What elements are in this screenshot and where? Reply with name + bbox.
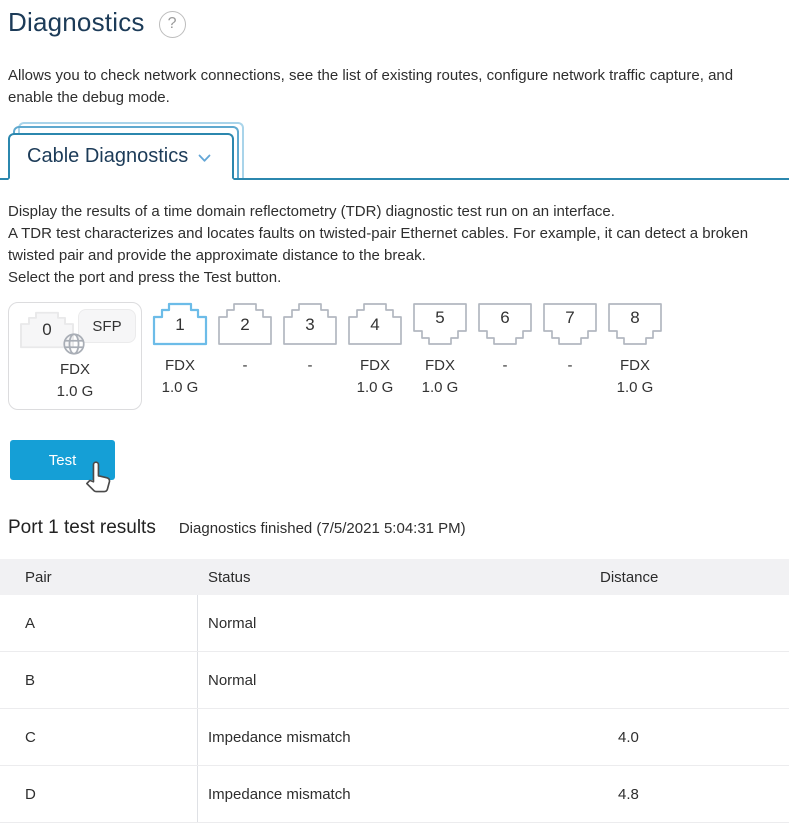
- cell-status: Normal: [208, 671, 257, 689]
- port-speed: 1.0 G: [616, 379, 654, 396]
- port-status: FDX: [425, 357, 455, 374]
- table-row: [0, 709, 789, 766]
- rj45-port-icon: [607, 302, 663, 346]
- port-speed: 1.0 G: [356, 379, 394, 396]
- port-status: FDX: [60, 361, 90, 378]
- port-status-label: [542, 355, 598, 377]
- port-item-7[interactable]: [542, 302, 598, 377]
- port-number: 0: [42, 320, 52, 339]
- port-speed: 1.0 G: [421, 379, 459, 396]
- port-status-label: [9, 359, 141, 403]
- tdr-description: [8, 201, 781, 289]
- cell-status: Impedance mismatch: [208, 728, 351, 746]
- port-item-6[interactable]: [477, 302, 533, 377]
- port-status: FDX: [620, 357, 650, 374]
- cell-distance: 4.8: [618, 785, 639, 803]
- test-button-row: [10, 440, 789, 480]
- column-header-pair: Pair: [25, 568, 52, 586]
- table-row: [0, 595, 789, 652]
- sfp-label: SFP: [92, 317, 122, 335]
- help-icon[interactable]: ?: [159, 11, 186, 38]
- cell-pair: B: [0, 652, 198, 708]
- port-number: 2: [240, 315, 250, 334]
- rj45-port-icon: [412, 302, 468, 346]
- results-status-text: Diagnostics finished (7/5/2021 5:04:31 PM): [178, 520, 466, 537]
- cell-status: Normal: [208, 614, 257, 632]
- port-number: 3: [305, 315, 315, 334]
- port-item-combo-0[interactable]: [8, 302, 142, 410]
- tdr-line-3: Select the port and press the Test button.: [8, 269, 282, 286]
- tab-cable-diagnostics[interactable]: [8, 133, 234, 180]
- test-button[interactable]: Test: [10, 440, 115, 480]
- port-item-1[interactable]: [152, 302, 208, 399]
- port-item-2[interactable]: [217, 302, 273, 377]
- port-status: -: [567, 357, 573, 374]
- port-item-4[interactable]: [347, 302, 403, 399]
- port-item-5[interactable]: [412, 302, 468, 399]
- port-speed: 1.0 G: [161, 379, 199, 396]
- port-number: 6: [500, 308, 510, 327]
- port-status: -: [307, 357, 313, 374]
- page-intro-text: Allows you to check network connections, see the list of existing routes, configure network traffic capture, and enable the debug mode.: [8, 67, 734, 106]
- port-number: 1: [175, 315, 185, 334]
- results-table: [0, 559, 789, 823]
- rj45-port-icon: [542, 302, 598, 346]
- port-number: 8: [630, 308, 640, 327]
- port-status-label: [152, 355, 208, 399]
- port-status-label: [412, 355, 468, 399]
- port-item-8[interactable]: [607, 302, 663, 399]
- table-header-row: [0, 559, 789, 595]
- cell-status: Impedance mismatch: [208, 785, 351, 803]
- tab-bar: [0, 122, 789, 180]
- tdr-line-2: A TDR test characterizes and locates faults on twisted-pair Ethernet cables. For example, it can detect a broken twisted pair and provide the approximate distance to the break.: [8, 225, 749, 264]
- port-item-3[interactable]: [282, 302, 338, 377]
- port-status-label: [477, 355, 533, 377]
- port-status: FDX: [165, 357, 195, 374]
- table-row: [0, 766, 789, 823]
- rj45-port-icon: [152, 302, 208, 346]
- cell-pair: D: [0, 766, 198, 822]
- tab-label: Cable Diagnostics: [27, 145, 189, 167]
- results-title: Port 1 test results: [8, 517, 156, 538]
- page-title: Diagnostics: [8, 7, 145, 37]
- rj45-port-icon: [217, 302, 273, 346]
- rj45-port-icon: [477, 302, 533, 346]
- port-number: 5: [435, 308, 445, 327]
- globe-icon: [61, 331, 87, 357]
- port-speed: 1.0 G: [56, 383, 94, 400]
- chevron-down-icon: [198, 154, 211, 163]
- table-row: [0, 652, 789, 709]
- page-header: [0, 0, 789, 38]
- port-number: 4: [370, 315, 380, 334]
- cell-pair: A: [0, 595, 198, 651]
- port-status: -: [242, 357, 248, 374]
- cell-pair: C: [0, 709, 198, 765]
- table-body: [0, 595, 789, 823]
- port-status-label: [217, 355, 273, 377]
- cell-distance: 4.0: [618, 728, 639, 746]
- column-header-status: Status: [208, 568, 251, 586]
- rj45-port-icon: [282, 302, 338, 346]
- port-status: -: [502, 357, 508, 374]
- port-number: 7: [565, 308, 575, 327]
- port-status-label: [607, 355, 663, 399]
- port-status-label: [282, 355, 338, 377]
- port-status-label: [347, 355, 403, 399]
- column-header-distance: Distance: [600, 568, 659, 586]
- tdr-line-1: Display the results of a time domain reflectometry (TDR) diagnostic test run on an interface.: [8, 203, 615, 220]
- port-status: FDX: [360, 357, 390, 374]
- ports-row: [8, 302, 789, 410]
- rj45-port-icon: [347, 302, 403, 346]
- results-header: [8, 517, 781, 539]
